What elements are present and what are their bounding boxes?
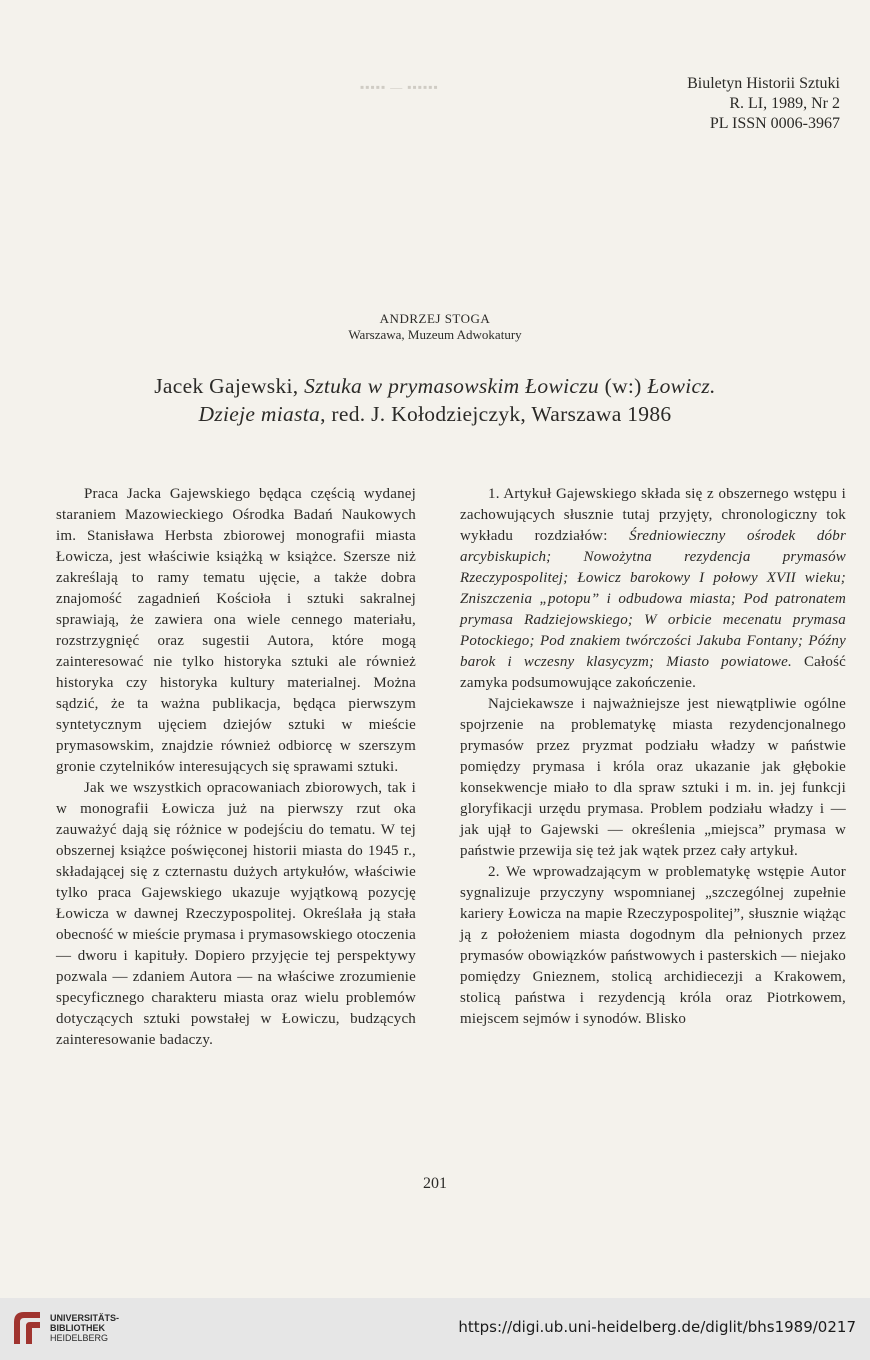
author-name: ANDRZEJ STOGA bbox=[379, 311, 491, 326]
viewer-footer bbox=[0, 1298, 870, 1360]
paragraph: Praca Jacka Gajewskiego będąca częścią wydanej staraniem Mazowieckiego Ośrodka Badań Naukowych im. Stanisława Herbsta zbiorowej monografii miasta Łowicza, jest właściwie książką w książce. Szersze niż zakreślają to ramy tematu ujęcie, a także dobra znajomość zagadnień Kościoła i sztuki sakralnej sprawiają, że zawiera ona wiele cennego materiału, rozstrzygnięć oraz sugestii Autora, które mogą zainteresować nie tylko historyka sztuki ale również historyka czy historyka kultury materialnej. Można sądzić, że ta ważna publikacja, będąca pierwszym syntetycznym ujęciem dziejów sztuki w mieście prymasowskim, znajdzie również odbiorcę w szerszym gronie czytelników interesujących się sprawami sztuki. bbox=[56, 486, 416, 775]
page-number: 201 bbox=[423, 1175, 447, 1192]
library-logo-icon[interactable] bbox=[10, 1308, 44, 1348]
paragraph: 2. We wprowadzającym w problematykę wstępie Autor sygnalizuje przyczyny wspomnianej „szczególnej zupełnie kariery Łowicza na mapie Rzeczypospolitej”, słusznie wiążąc ją z położeniem miasta dogodnym dla pełnionych przez prymasów obowiązków państwowych i pasterskich — niejako pomiędzy Gnieznem, stolicą archidiecezji a Krakowem, stolicą państwa i rezydencją króla oraz Piotrkowem, miejscem sejmów i synodów. Blisko bbox=[460, 864, 846, 1027]
paragraph: Jak we wszystkich opracowaniach zbiorowych, tak i w monografii Łowicza już na pierwszy rzut oka zauważyć dają się różnice w podejściu do tematu. W tej obszernej książce poświęconej historii miasta do 1945 r., składającej się z czternastu dużych artykułów, właściwie tylko praca Gajewskiego ukazuje wyjątkową pozycję Łowicza w dawnej Rzeczypospolitej. Określała ją stała obecność w mieście prymasa i prymasowskiego otoczenia — dworu i kapituły. Dopiero przyjęcie tej perspektywy pozwala — zdaniem Autora — na właściwe zrozumienie specyficznego charakteru miasta oraz wielu problemów dotyczących sztuki powstałej w Łowiczu, budzących zainteresowanie badaczy. bbox=[56, 780, 416, 1048]
title-work: Sztuka w prymasowskim Łowiczu bbox=[304, 374, 599, 398]
journal-volume: R. LI, 1989, Nr 2 bbox=[729, 95, 840, 112]
journal-header bbox=[687, 74, 840, 134]
author-affiliation: Warszawa, Muzeum Adwokatury bbox=[348, 327, 522, 342]
title-editor: , red. J. Kołodziejczyk, Warszawa 1986 bbox=[320, 402, 672, 426]
paragraph: 1. Artykuł Gajewskiego składa się z obszernego wstępu i zachowujących słusznie tutaj przyjęty, chronologiczny tok wykładu rozdziałów: Średniowieczny ośrodek dóbr arcybiskupich; Nowożytna rezydencja prymasów Rzeczypospolitej; Łowicz barokowy I połowy XVII wieku; Zniszczenia „potopu” i odbudowa miasta; Pod patronatem prymasa Radziejowskiego; W orbicie mecenatu prymasa Potockiego; Pod znakiem twórczości Jakuba Fontany; Późny barok i wczesny klasycyzm; Miasto powiatowe. Całość zamyka podsumowujące zakończenie. bbox=[460, 486, 846, 691]
review-title bbox=[0, 372, 870, 428]
title-book-subtitle: Dzieje miasta bbox=[198, 402, 321, 426]
library-name[interactable]: UNIVERSITÄTS- BIBLIOTHEK HEIDELBERG bbox=[50, 1313, 120, 1343]
title-in: (w:) bbox=[598, 374, 648, 398]
title-book: Łowicz. bbox=[647, 374, 716, 398]
permalink-url[interactable]: https://digi.ub.uni-heidelberg.de/diglit/bhs1989/0217 bbox=[458, 1318, 856, 1336]
right-column bbox=[460, 484, 846, 1030]
journal-issn: PL ISSN 0006-3967 bbox=[709, 115, 840, 132]
title-author: Jacek Gajewski, bbox=[154, 374, 305, 398]
paragraph: Najciekawsze i najważniejsze jest niewątpliwie ogólne spojrzenie na problematykę miasta rezydencjonalnego prymasów przez pryzmat podziału władzy w państwie pomiędzy prymasa i króla oraz ukazanie jak głębokie konsekwencje miało to dla spraw sztuki i m. in. jej funkcji gloryfikacji urzędu prymasa. Problem podziału władzy i — jak ujął to Gajewski — określenia „miejsca” prymasa w państwie przewija się też jak wątek przez cały artykuł. bbox=[460, 696, 846, 859]
author-block bbox=[0, 311, 870, 343]
chapter-list: Średniowieczny ośrodek dóbr arcybiskupich; Nowożytna rezydencja prymasów Rzeczypospolitej; Łowicz barokowy I połowy XVII wieku; Zniszczenia „potopu” i odbudowa miasta; Pod patronatem prymasa Radziejowskiego; W orbicie mecenatu prymasa Potockiego; Pod znakiem twórczości Jakuba Fontany; Późny barok i wczesny klasycyzm; Miasto powiatowe. bbox=[460, 528, 846, 670]
journal-name: Biuletyn Historii Sztuki bbox=[687, 75, 840, 92]
left-column bbox=[56, 484, 416, 1051]
bleed-through-text: ▪▪▪▪▪ — ▪▪▪▪▪▪ bbox=[360, 80, 439, 94]
